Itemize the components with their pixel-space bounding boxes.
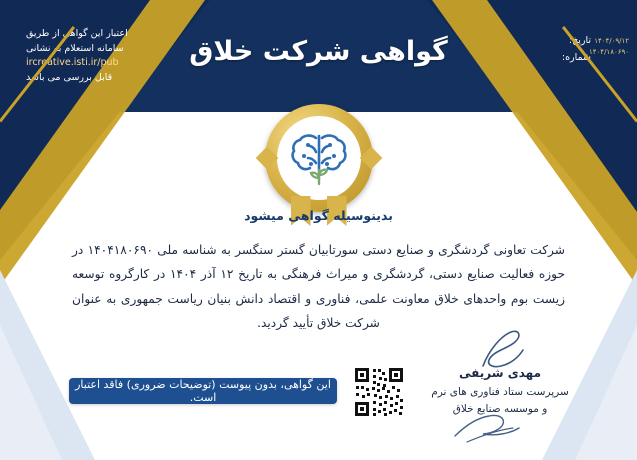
certificate-meta-values [589, 36, 629, 58]
validity-note-line-2: سامانه استعلام به نشانی [26, 42, 124, 54]
certificate-body: شرکت تعاونی گردشگری و صنایع دستی سورتابیان گستر سنگسر به شناسه ملی ۱۴۰۴۱۸۰۶۹۰ در حوزه فعالیت صنایع دستی، گردشگری و میراث فرهنگی به تاریخ ۱۲ آذر ۱۴۰۴ در کارگروه توسعه زیست بوم واحدهای خلاق معاونت علمی، فناوری و اقتصاد دانش بنیان ریاست جمهوری به عنوان شرکت خلاق تأیید گردید. [72, 243, 566, 331]
validity-note-line-1: اعتبار این گواهی از طریق [26, 28, 128, 39]
meta-value-date: ۱۴۰۴/۰۹/۱۲ [594, 37, 629, 45]
certificate-meta [562, 33, 591, 66]
qr-code-icon[interactable] [353, 366, 405, 418]
signatory-title-line1: سرپرست ستاد فناوری های نرم [431, 386, 569, 399]
seal-inner-disc [277, 116, 361, 200]
signatory-title-line2: و موسسه صنایع خلاق [452, 403, 548, 416]
status-badge: این گواهی، بدون پیوست (توضیحات ضروری) فاقد اعتبار است. [69, 378, 337, 404]
meta-label-date: تاریخ: [568, 35, 591, 46]
stamp-mark [451, 408, 541, 446]
seal-icon [265, 104, 373, 212]
signatory-name: مهدی شریفی [458, 366, 541, 381]
meta-value-number: ۱۴۰۴/۱۸۰۶۹۰ [589, 48, 629, 57]
certificate-title: گواهی شرکت خلاق [189, 36, 448, 67]
hereby-line: بدینوسیله گواهی میشود [244, 208, 393, 223]
validity-note-line-4: قابل بررسی می باشد [26, 72, 113, 84]
brain-icon [286, 128, 352, 188]
meta-label-number: شماره: [561, 51, 591, 63]
verification-url[interactable]: ircreative.isti.ir/pub [26, 57, 119, 69]
